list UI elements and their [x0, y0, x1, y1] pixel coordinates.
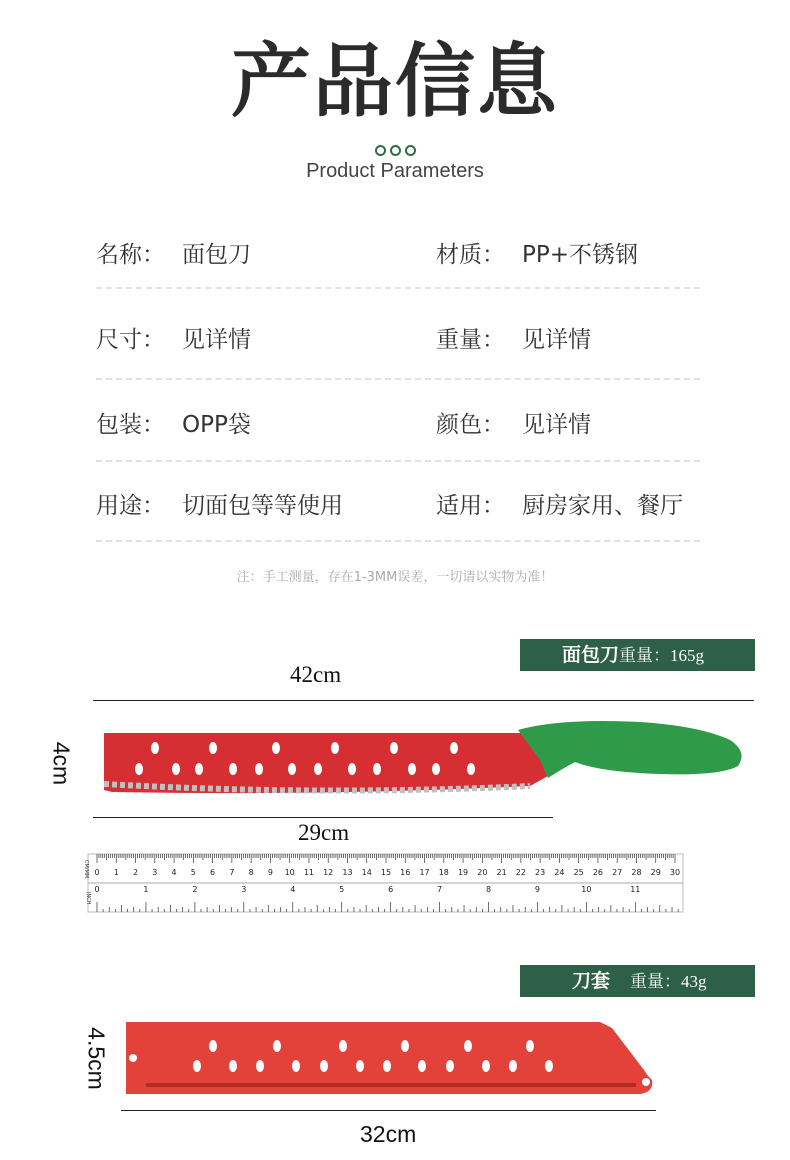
page-title: 产品信息 [231, 35, 559, 128]
ruler-cm-caption: CM/MM [83, 860, 89, 879]
param-value: 厨房家用、餐厅 [522, 493, 683, 519]
param-label: 包装： [96, 412, 165, 438]
knife-tag-weight: 重量：165g [619, 646, 705, 665]
ruler-cm-label: 5 [190, 868, 196, 877]
sheath-length-line [121, 1110, 656, 1111]
ruler-cm-label: 6 [210, 868, 216, 877]
ruler-inch-label: 6 [388, 885, 394, 894]
knife-blade-length: 29cm [298, 820, 350, 845]
param-label: 名称： [96, 242, 165, 268]
ruler-cm-label: 23 [535, 868, 546, 877]
param-value: 见详情 [522, 412, 591, 438]
measurement-note: 注：手工测量，存在1-3MM误差，一切请以实物为准！ [236, 570, 554, 585]
ruler-inch-label: 0 [94, 885, 100, 894]
ruler-cm-label: 21 [496, 868, 507, 877]
ruler-cm-label: 8 [248, 868, 254, 877]
ruler-cm-label: 16 [400, 868, 411, 877]
param-value: 见详情 [522, 327, 591, 353]
knife-height: 4cm [48, 741, 75, 786]
ruler-cm-label: 20 [477, 868, 488, 877]
param-label: 重量： [436, 327, 505, 353]
ruler-inch-caption: INCH [85, 892, 91, 905]
ruler-cm-label: 25 [573, 868, 584, 877]
ruler-cm-label: 22 [515, 868, 526, 877]
param-value: 切面包等等使用 [182, 493, 343, 519]
ruler-inch-label: 8 [485, 885, 492, 894]
ruler-inch-label: 10 [581, 885, 592, 894]
page-subtitle: Product Parameters [306, 160, 484, 182]
knife-tag-name: 面包刀 [562, 644, 620, 666]
ruler-cm-label: 10 [284, 868, 295, 877]
ruler-cm-label: 15 [380, 868, 392, 877]
ruler-cm-label: 7 [229, 868, 235, 877]
ruler-cm-label: 27 [612, 868, 623, 877]
sheath-tag-name: 刀套 [572, 970, 611, 992]
ruler-cm-label: 26 [592, 868, 604, 877]
param-value: PP+不锈钢 [522, 242, 639, 268]
ruler-inch-label: 3 [241, 885, 247, 894]
hang-hole [642, 1078, 650, 1086]
ruler-cm-label: 14 [361, 868, 372, 877]
pin-hole [129, 1054, 137, 1062]
ruler-inch-label: 9 [534, 885, 540, 894]
ruler-cm-label: 24 [554, 868, 565, 877]
sheath-slot [146, 1083, 636, 1087]
ruler-cm-label: 9 [267, 868, 273, 877]
ruler-inch-label: 2 [192, 885, 198, 894]
ruler-cm-label: 28 [631, 868, 642, 877]
param-label: 用途： [96, 493, 165, 519]
param-label: 颜色： [436, 412, 505, 438]
ruler-inch-label: 11 [630, 885, 641, 894]
param-value: OPP袋 [182, 412, 251, 438]
ruler-cm-label: 1 [113, 868, 119, 877]
param-value: 见详情 [182, 327, 251, 353]
param-label: 尺寸： [96, 327, 165, 353]
ruler-inch-label: 4 [290, 885, 296, 894]
ruler-cm-label: 2 [132, 868, 139, 877]
ruler-cm-label: 13 [342, 868, 353, 877]
ruler-cm-label: 29 [650, 868, 661, 877]
sheath-length: 32cm [360, 1121, 417, 1147]
ruler-cm-label: 0 [94, 868, 100, 877]
ruler-cm-label: 19 [457, 868, 469, 877]
param-label: 材质： [436, 242, 505, 268]
param-label: 适用： [436, 493, 505, 519]
ruler-cm-label: 3 [152, 868, 158, 877]
sheath-height: 4.5cm [83, 1027, 110, 1090]
ruler-cm-label: 30 [669, 868, 681, 877]
ruler-inch-label: 7 [437, 885, 443, 894]
ruler-cm-label: 11 [303, 868, 315, 877]
param-value: 面包刀 [182, 242, 251, 268]
ruler-cm-label: 4 [171, 868, 177, 877]
ruler-inch-label: 1 [143, 885, 149, 894]
ruler-cm-label: 12 [323, 868, 334, 877]
sheath-tag-weight: 重量：43g [630, 972, 707, 991]
ruler-inch-label: 5 [339, 885, 345, 894]
knife-total-length: 42cm [290, 662, 342, 687]
ruler-cm-label: 17 [419, 868, 430, 877]
ruler-cm-label: 18 [438, 868, 449, 877]
